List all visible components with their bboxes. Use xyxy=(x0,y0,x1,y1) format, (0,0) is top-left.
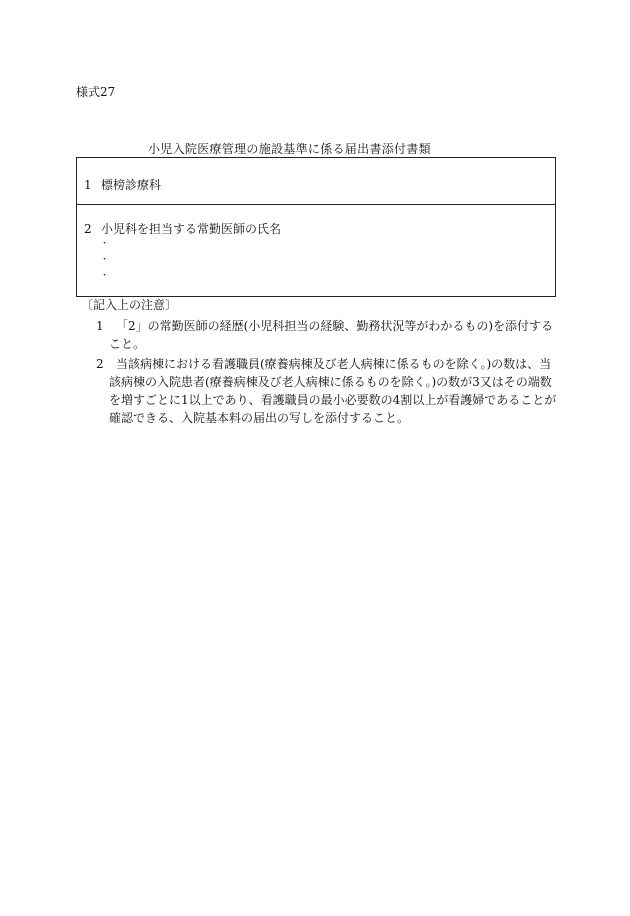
table-row-physicians xyxy=(77,205,555,297)
note-line: 確認できる、入院基本料の届出の写しを添付すること。 xyxy=(109,411,410,425)
note-line: を増すごとに1以上であり、看護職員の最小必要数の4割以上が看護婦であることが xyxy=(109,393,557,407)
row-number: 2 xyxy=(84,222,92,236)
bullet-item: ・ xyxy=(100,271,110,281)
note-item xyxy=(96,355,558,427)
note-line: こと。 xyxy=(109,337,146,351)
note-item xyxy=(96,317,558,353)
note-line: 当該病棟における看護職員(療養病棟及び老人病棟に係るものを除く。)の数は、当 xyxy=(116,357,552,371)
bullet-item: ・ xyxy=(100,239,110,249)
note-line: 該病棟の入院患者(療養病棟及び老人病棟に係るものを除く。)の数が3又はその端数 xyxy=(109,375,552,389)
note-number: 1 xyxy=(96,319,104,333)
note-number: 2 xyxy=(96,357,104,371)
row-label-specialty: 標榜診療科 xyxy=(101,178,162,192)
row-label-physicians: 小児科を担当する常勤医師の氏名 xyxy=(101,222,282,236)
form-table xyxy=(76,157,556,297)
row-number: 1 xyxy=(84,178,92,192)
form-number: 様式27 xyxy=(76,85,116,99)
notes-heading: 〔記入上の注意〕 xyxy=(81,298,178,312)
document-title: 小児入院医療管理の施設基準に係る届出書添付書類 xyxy=(148,142,431,156)
bullet-item: ・ xyxy=(100,255,110,265)
note-line: 「2」の常勤医師の経歴(小児科担当の経験、勤務状況等がわかるもの)を添付する xyxy=(116,319,554,333)
table-row-specialty xyxy=(77,158,555,205)
